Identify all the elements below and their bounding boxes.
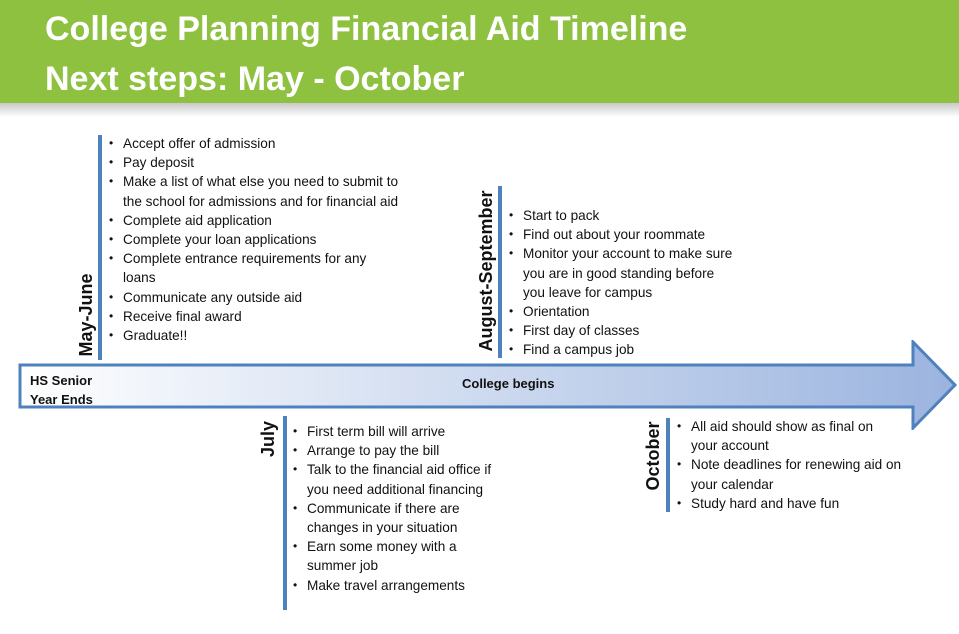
list-item: • First term bill will arrive: [293, 422, 508, 441]
hs-senior-line1: HS Senior: [30, 373, 93, 388]
list-item: • Communicate any outside aid: [109, 288, 399, 307]
list-item: • Complete your loan applications: [109, 230, 399, 249]
list-item: • Note deadlines for renewing aid on your calendar: [677, 455, 902, 493]
list-item: • Orientation: [509, 302, 739, 321]
list-item: • All aid should show as final on your account: [677, 417, 902, 455]
list-item: • Graduate!!: [109, 326, 399, 345]
list-item: • Arrange to pay the bill: [293, 441, 508, 460]
list-item: • Receive final award: [109, 307, 399, 326]
phase-label-october: October: [643, 421, 663, 491]
list-item: • Find a campus job: [509, 340, 739, 359]
list-item: • Find out about your roommate: [509, 225, 739, 244]
list-item: • Communicate if there are changes in your situation: [293, 499, 508, 537]
banner-shadow: [0, 103, 959, 117]
list-item: • Accept offer of admission: [109, 134, 399, 153]
phase-bar-aug-sep: [498, 186, 502, 358]
list-item: • Complete entrance requirements for any loans: [109, 249, 399, 287]
phase-label-aug-sep: August-September: [476, 190, 496, 352]
list-item: • Pay deposit: [109, 153, 399, 172]
list-item: • Earn some money with a summer job: [293, 537, 508, 575]
list-item: • Study hard and have fun: [677, 494, 902, 513]
october-list: [677, 417, 902, 513]
list-item: • First day of classes: [509, 321, 739, 340]
phase-bar-july: [283, 416, 287, 610]
may-june-list: [109, 134, 399, 345]
list-item: • Make a list of what else you need to submit to the school for admissions and for financial aid: [109, 172, 399, 210]
phase-label-may-june: May-June: [76, 273, 96, 357]
list-item: • Complete aid application: [109, 211, 399, 230]
hs-senior-line2: Year Ends: [30, 392, 93, 407]
list-item: • Monitor your account to make sure you are in good standing before you leave for campus: [509, 244, 739, 302]
july-list: [293, 422, 508, 595]
phase-label-july: July: [258, 420, 278, 458]
list-item: • Make travel arrangements: [293, 576, 508, 595]
page-title: College Planning Financial Aid Timeline: [45, 10, 688, 48]
phase-bar-may-june: [98, 135, 102, 360]
list-item: • Talk to the financial aid office if you need additional financing: [293, 460, 508, 498]
title-banner: [0, 0, 959, 103]
list-item: • Start to pack: [509, 206, 739, 225]
phase-bar-october: [666, 418, 670, 512]
college-begins-label: College begins: [462, 376, 555, 391]
page-subtitle: Next steps: May - October: [45, 60, 465, 98]
aug-sep-list: [509, 206, 739, 360]
